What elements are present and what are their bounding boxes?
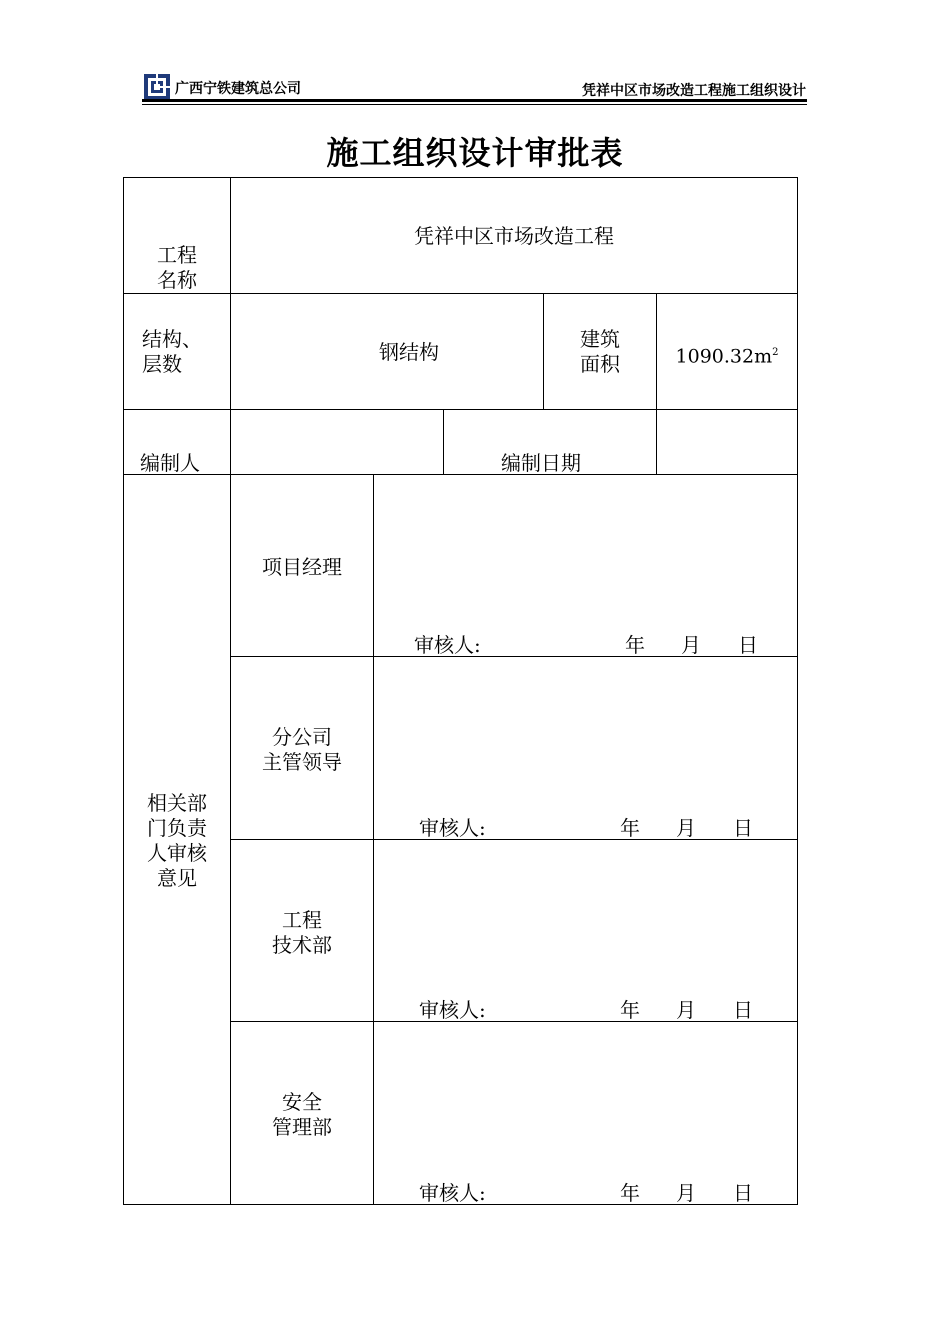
table-rule: [230, 839, 798, 840]
header-rule-thin: [142, 104, 807, 105]
table-border-top: [123, 177, 798, 178]
review-section-1-label: 项目经理: [262, 555, 342, 579]
review-section-4-day: 日: [733, 1181, 753, 1205]
compiler-value[interactable]: [235, 451, 440, 473]
review-group-label: 相关部 门负责 人审核 意见: [147, 791, 207, 890]
review-section-1-signature[interactable]: 审核人:: [414, 633, 481, 657]
review-section-2-month: 月: [676, 816, 696, 840]
company-logo: [144, 74, 170, 100]
review-section-4-year: 年: [620, 1181, 640, 1205]
table-border-left: [123, 177, 124, 1205]
review-section-4-label: 安全 管理部: [272, 1090, 332, 1139]
review-section-1-day: 日: [738, 633, 758, 657]
review-section-2-day: 日: [733, 816, 753, 840]
logo-icon: [144, 74, 170, 100]
table-rule: [123, 293, 798, 294]
header-company-name: 广西宁铁建筑总公司: [175, 81, 301, 97]
review-section-3-year: 年: [620, 998, 640, 1022]
review-section-3-signature[interactable]: 审核人:: [419, 998, 486, 1022]
table-rule: [230, 656, 798, 657]
table-rule: [656, 293, 657, 474]
table-rule: [373, 474, 374, 1205]
header-rule-thick: [142, 99, 807, 102]
review-section-1-year: 年: [625, 633, 645, 657]
table-rule: [123, 409, 798, 410]
review-section-2-year: 年: [620, 816, 640, 840]
area-value[interactable]: $1090.32m^2$: [675, 345, 779, 368]
review-section-3-day: 日: [733, 998, 753, 1022]
review-section-2-signature[interactable]: 审核人:: [419, 816, 486, 840]
review-section-4-signature[interactable]: 审核人:: [419, 1181, 486, 1205]
table-rule: [230, 1021, 798, 1022]
structure-label: 结构、 层数: [142, 327, 202, 376]
table-rule: [443, 409, 444, 474]
project-name-label: 工程 名称: [157, 243, 197, 292]
review-section-3-month: 月: [676, 998, 696, 1022]
review-section-1-month: 月: [681, 633, 701, 657]
compile-date-label: 编制日期: [501, 451, 581, 475]
table-rule: [230, 177, 231, 1205]
table-rule: [123, 474, 798, 475]
table-border-right: [797, 177, 798, 1205]
page-title: 施工组织设计审批表: [326, 134, 624, 172]
compiler-label: 编制人: [140, 451, 200, 475]
review-section-4-month: 月: [676, 1181, 696, 1205]
compile-date-value[interactable]: [660, 451, 795, 473]
review-section-2-label: 分公司 主管领导: [262, 725, 342, 774]
review-section-3-label: 工程 技术部: [272, 908, 332, 957]
area-label: 建筑 面积: [580, 327, 620, 376]
project-name-value[interactable]: 凭祥中区市场改造工程: [414, 224, 614, 248]
header-document-title: 凭祥中区市场改造工程施工组织设计: [582, 83, 806, 99]
structure-value[interactable]: 钢结构: [379, 340, 439, 364]
